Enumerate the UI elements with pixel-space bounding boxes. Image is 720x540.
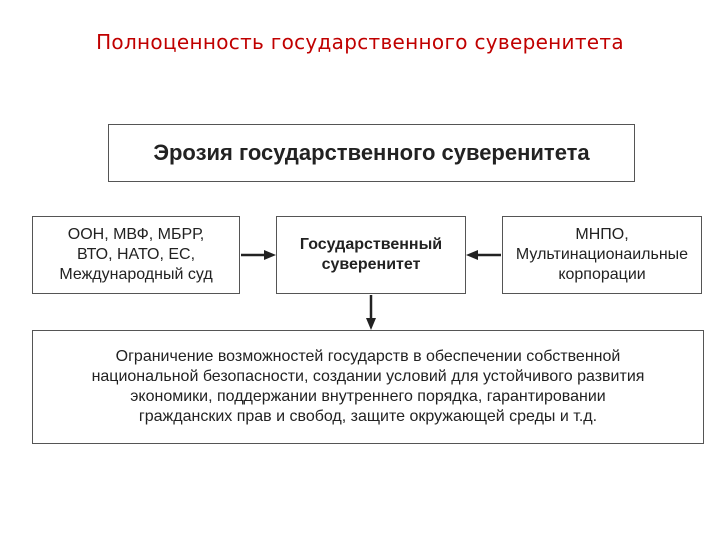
limitations-box: Ограничение возможностей государств в обеспечении собственной национальной безопасности, создании условий для устойчивого развития экономики, поддержании внутреннего порядка, гарантировании гражданских прав и свобод, защите окружающей среды и т.д.	[32, 330, 704, 444]
state-sovereignty-box: Государственный суверенитет	[276, 216, 466, 294]
ngo-corporations-box: МНПО, Мультинационаильные корпорации	[502, 216, 702, 294]
erosion-box: Эрозия государственного суверенитета	[108, 124, 635, 182]
arrow-right-to-center	[466, 250, 501, 260]
slide-title: Полноценность государственного суверенитета	[96, 30, 624, 54]
arrow-center-to-bottom	[366, 295, 376, 330]
international-organizations-box: ООН, МВФ, МБРР, ВТО, НАТО, ЕС, Международный суд	[32, 216, 240, 294]
arrow-left-to-center	[241, 250, 276, 260]
